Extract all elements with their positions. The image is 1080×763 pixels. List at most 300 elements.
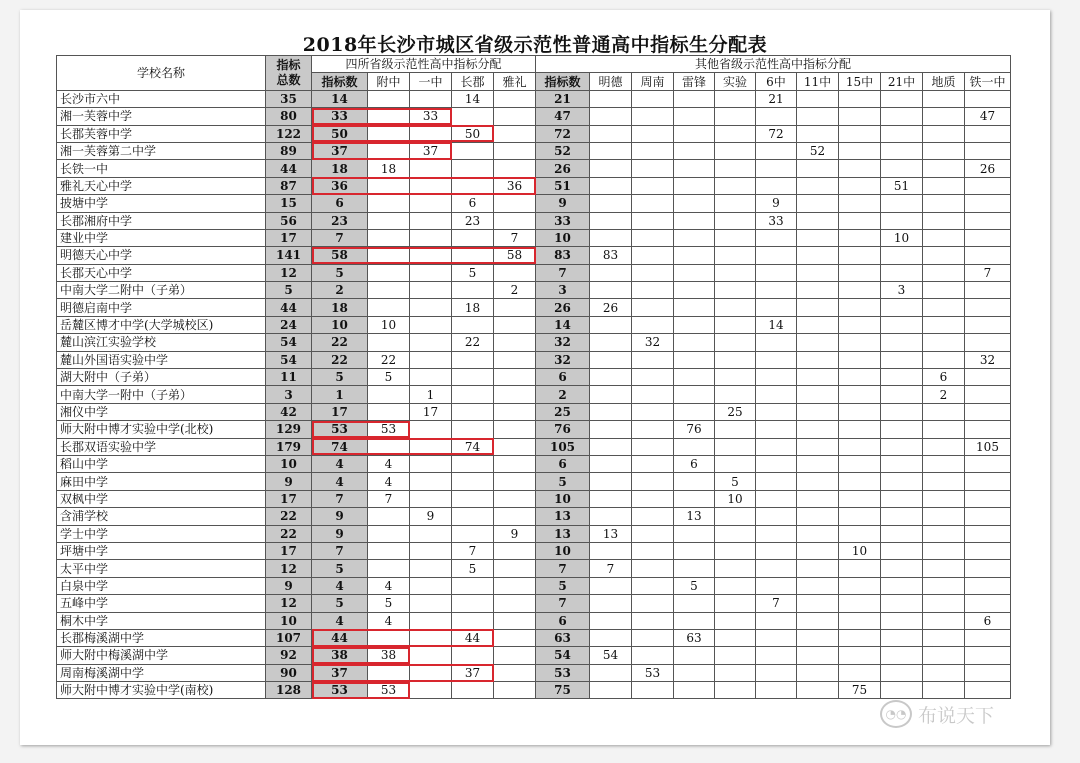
value-cell (715, 455, 756, 472)
value-cell (410, 629, 452, 646)
value-cell: 5 (536, 473, 590, 490)
value-cell: 2 (536, 386, 590, 403)
value-cell: 87 (266, 177, 312, 194)
value-cell (965, 577, 1011, 594)
value-cell (410, 647, 452, 664)
value-cell: 80 (266, 108, 312, 125)
value-cell (410, 195, 452, 212)
value-cell (839, 299, 881, 316)
value-cell (923, 160, 965, 177)
value-cell (590, 177, 632, 194)
school-name-cell: 披塘中学 (57, 195, 266, 212)
value-cell: 22 (312, 334, 368, 351)
value-cell: 4 (368, 455, 410, 472)
value-cell: 7 (965, 264, 1011, 281)
table-row (57, 525, 1011, 542)
value-cell (410, 212, 452, 229)
value-cell: 92 (266, 647, 312, 664)
header-other-col-7: 15中 (839, 73, 881, 90)
value-cell (674, 108, 715, 125)
value-cell: 44 (452, 629, 494, 646)
value-cell (494, 316, 536, 333)
value-cell (494, 664, 536, 681)
value-cell (368, 125, 410, 142)
value-cell (715, 525, 756, 542)
value-cell (410, 421, 452, 438)
value-cell: 14 (312, 90, 368, 107)
school-name-cell: 长郡天心中学 (57, 264, 266, 281)
value-cell (494, 438, 536, 455)
value-cell (923, 542, 965, 559)
value-cell (923, 229, 965, 246)
value-cell (881, 351, 923, 368)
value-cell: 5 (312, 264, 368, 281)
header-other-col-3: 雷锋 (674, 73, 715, 90)
header-row-1 (57, 56, 1011, 73)
value-cell: 5 (368, 369, 410, 386)
value-cell: 14 (452, 90, 494, 107)
value-cell: 5 (452, 560, 494, 577)
value-cell (368, 177, 410, 194)
value-cell (632, 612, 674, 629)
value-cell (839, 316, 881, 333)
value-cell (881, 125, 923, 142)
value-cell (965, 525, 1011, 542)
value-cell (881, 334, 923, 351)
value-cell (410, 525, 452, 542)
value-cell: 6 (923, 369, 965, 386)
value-cell (410, 351, 452, 368)
value-cell (368, 212, 410, 229)
school-name-cell: 长沙市六中 (57, 90, 266, 107)
value-cell (881, 386, 923, 403)
school-name-cell: 麓山滨江实验学校 (57, 334, 266, 351)
table-row (57, 369, 1011, 386)
value-cell (797, 108, 839, 125)
value-cell (756, 351, 797, 368)
value-cell (797, 525, 839, 542)
value-cell: 47 (536, 108, 590, 125)
value-cell (881, 90, 923, 107)
value-cell (756, 142, 797, 159)
value-cell (923, 212, 965, 229)
value-cell (632, 90, 674, 107)
value-cell (494, 629, 536, 646)
school-name-cell: 湖大附中（子弟） (57, 369, 266, 386)
value-cell: 21 (536, 90, 590, 107)
value-cell: 179 (266, 438, 312, 455)
value-cell: 54 (266, 351, 312, 368)
watermark-text: 布说天下 (918, 704, 995, 727)
value-cell (590, 142, 632, 159)
value-cell (839, 108, 881, 125)
table-row (57, 577, 1011, 594)
value-cell: 22 (312, 351, 368, 368)
value-cell (590, 629, 632, 646)
value-cell (923, 421, 965, 438)
value-cell: 4 (368, 473, 410, 490)
table-row (57, 542, 1011, 559)
school-name-cell: 湘一芙蓉中学 (57, 108, 266, 125)
school-name-cell: 建业中学 (57, 229, 266, 246)
school-name-cell: 双枫中学 (57, 490, 266, 507)
value-cell: 13 (590, 525, 632, 542)
value-cell: 83 (590, 247, 632, 264)
value-cell (881, 595, 923, 612)
value-cell: 5 (368, 595, 410, 612)
value-cell: 74 (312, 438, 368, 455)
header-other-col-9: 地质 (923, 73, 965, 90)
value-cell (797, 229, 839, 246)
value-cell (881, 316, 923, 333)
table-row (57, 195, 1011, 212)
value-cell (797, 160, 839, 177)
value-cell (674, 212, 715, 229)
value-cell (756, 438, 797, 455)
value-cell: 36 (312, 177, 368, 194)
value-cell: 3 (266, 386, 312, 403)
header-other-col-8: 21中 (881, 73, 923, 90)
value-cell (839, 455, 881, 472)
value-cell (881, 664, 923, 681)
value-cell (715, 125, 756, 142)
value-cell (410, 560, 452, 577)
table-row (57, 421, 1011, 438)
value-cell: 17 (410, 403, 452, 420)
value-cell: 9 (494, 525, 536, 542)
value-cell (410, 90, 452, 107)
value-cell (839, 334, 881, 351)
value-cell (756, 664, 797, 681)
value-cell (797, 508, 839, 525)
value-cell: 6 (536, 612, 590, 629)
table-row (57, 664, 1011, 681)
value-cell: 2 (923, 386, 965, 403)
value-cell (923, 438, 965, 455)
value-cell (965, 142, 1011, 159)
value-cell (452, 247, 494, 264)
value-cell (590, 351, 632, 368)
value-cell (674, 351, 715, 368)
value-cell (410, 334, 452, 351)
value-cell (632, 473, 674, 490)
table-row (57, 403, 1011, 420)
value-cell (881, 508, 923, 525)
value-cell (590, 334, 632, 351)
value-cell (632, 595, 674, 612)
value-cell (881, 542, 923, 559)
value-cell (494, 299, 536, 316)
value-cell (881, 403, 923, 420)
value-cell: 7 (536, 595, 590, 612)
value-cell (839, 595, 881, 612)
value-cell (965, 247, 1011, 264)
value-cell (715, 647, 756, 664)
value-cell (965, 490, 1011, 507)
value-cell: 9 (266, 473, 312, 490)
value-cell (715, 299, 756, 316)
value-cell (590, 229, 632, 246)
value-cell (410, 490, 452, 507)
value-cell: 53 (312, 682, 368, 699)
value-cell (368, 90, 410, 107)
value-cell (756, 508, 797, 525)
value-cell: 75 (839, 682, 881, 699)
school-name-cell: 五峰中学 (57, 595, 266, 612)
value-cell (797, 264, 839, 281)
table-row (57, 212, 1011, 229)
value-cell (965, 508, 1011, 525)
value-cell (590, 108, 632, 125)
school-name-cell: 白泉中学 (57, 577, 266, 594)
value-cell (368, 299, 410, 316)
school-name-cell: 太平中学 (57, 560, 266, 577)
value-cell (839, 229, 881, 246)
school-name-cell: 学士中学 (57, 525, 266, 542)
value-cell (839, 282, 881, 299)
value-cell (452, 473, 494, 490)
value-cell (715, 108, 756, 125)
value-cell (839, 351, 881, 368)
table-body (57, 90, 1011, 699)
value-cell (494, 455, 536, 472)
value-cell (756, 264, 797, 281)
value-cell (965, 282, 1011, 299)
value-cell (494, 473, 536, 490)
value-cell (632, 142, 674, 159)
value-cell: 10 (536, 490, 590, 507)
value-cell: 128 (266, 682, 312, 699)
value-cell (368, 525, 410, 542)
value-cell (368, 438, 410, 455)
value-cell: 9 (536, 195, 590, 212)
value-cell (674, 438, 715, 455)
value-cell: 10 (266, 455, 312, 472)
value-cell (368, 108, 410, 125)
value-cell: 7 (536, 560, 590, 577)
value-cell (674, 316, 715, 333)
value-cell (590, 160, 632, 177)
value-cell: 25 (536, 403, 590, 420)
value-cell (756, 177, 797, 194)
school-name-cell: 周南梅溪湖中学 (57, 664, 266, 681)
value-cell (410, 682, 452, 699)
value-cell (632, 247, 674, 264)
value-cell (410, 264, 452, 281)
value-cell: 58 (312, 247, 368, 264)
value-cell (368, 386, 410, 403)
value-cell: 32 (536, 334, 590, 351)
value-cell (494, 647, 536, 664)
value-cell (965, 195, 1011, 212)
table-row (57, 682, 1011, 699)
value-cell (410, 612, 452, 629)
table-row (57, 299, 1011, 316)
value-cell: 5 (312, 369, 368, 386)
value-cell (923, 664, 965, 681)
value-cell: 17 (266, 229, 312, 246)
value-cell (715, 508, 756, 525)
value-cell: 18 (368, 160, 410, 177)
value-cell (923, 316, 965, 333)
value-cell (756, 247, 797, 264)
value-cell (839, 142, 881, 159)
value-cell (590, 369, 632, 386)
table-header (57, 56, 1011, 91)
school-name-cell: 长郡湘府中学 (57, 212, 266, 229)
value-cell (797, 612, 839, 629)
value-cell (839, 247, 881, 264)
value-cell (590, 264, 632, 281)
value-cell (756, 229, 797, 246)
value-cell (632, 351, 674, 368)
value-cell: 2 (312, 282, 368, 299)
value-cell (494, 386, 536, 403)
value-cell (590, 508, 632, 525)
value-cell (923, 612, 965, 629)
school-name-cell: 长郡梅溪湖中学 (57, 629, 266, 646)
value-cell: 44 (312, 629, 368, 646)
value-cell: 26 (590, 299, 632, 316)
value-cell (756, 490, 797, 507)
value-cell (839, 612, 881, 629)
value-cell (881, 647, 923, 664)
value-cell: 7 (590, 560, 632, 577)
value-cell: 4 (312, 577, 368, 594)
value-cell: 4 (368, 577, 410, 594)
school-name-cell: 中南大学二附中（子弟） (57, 282, 266, 299)
value-cell (715, 282, 756, 299)
value-cell: 38 (312, 647, 368, 664)
school-name-cell: 雅礼天心中学 (57, 177, 266, 194)
value-cell (590, 542, 632, 559)
value-cell (494, 508, 536, 525)
value-cell: 14 (756, 316, 797, 333)
value-cell: 6 (312, 195, 368, 212)
value-cell (965, 299, 1011, 316)
value-cell (368, 142, 410, 159)
value-cell (590, 282, 632, 299)
value-cell (923, 90, 965, 107)
value-cell: 32 (632, 334, 674, 351)
value-cell: 15 (266, 195, 312, 212)
value-cell (839, 195, 881, 212)
value-cell (839, 577, 881, 594)
page-title: 2018年长沙市城区省级示范性普通高中指标生分配表 (302, 34, 768, 56)
value-cell (881, 264, 923, 281)
school-name-cell: 麓山外国语实验中学 (57, 351, 266, 368)
value-cell (494, 264, 536, 281)
value-cell (590, 473, 632, 490)
value-cell (674, 595, 715, 612)
value-cell (797, 438, 839, 455)
value-cell (923, 247, 965, 264)
value-cell: 4 (368, 612, 410, 629)
value-cell (410, 438, 452, 455)
value-cell (881, 212, 923, 229)
table-row (57, 177, 1011, 194)
value-cell (797, 490, 839, 507)
value-cell (632, 386, 674, 403)
value-cell: 7 (756, 595, 797, 612)
value-cell: 22 (266, 525, 312, 542)
value-cell (923, 142, 965, 159)
value-cell: 38 (368, 647, 410, 664)
value-cell (923, 560, 965, 577)
value-cell (452, 455, 494, 472)
value-cell (923, 282, 965, 299)
value-cell: 4 (312, 612, 368, 629)
value-cell (368, 664, 410, 681)
value-cell (632, 438, 674, 455)
table-row (57, 612, 1011, 629)
value-cell: 5 (312, 595, 368, 612)
value-cell (756, 612, 797, 629)
value-cell: 32 (536, 351, 590, 368)
value-cell (452, 421, 494, 438)
value-cell (797, 473, 839, 490)
table-row (57, 629, 1011, 646)
value-cell: 26 (536, 160, 590, 177)
value-cell: 72 (756, 125, 797, 142)
value-cell (797, 682, 839, 699)
value-cell (452, 160, 494, 177)
value-cell (965, 386, 1011, 403)
value-cell (756, 525, 797, 542)
value-cell (797, 455, 839, 472)
value-cell (368, 560, 410, 577)
document-sheet (20, 10, 1050, 745)
value-cell (632, 455, 674, 472)
value-cell (674, 560, 715, 577)
value-cell (368, 334, 410, 351)
value-cell (839, 369, 881, 386)
value-cell: 53 (536, 664, 590, 681)
value-cell (590, 612, 632, 629)
value-cell (715, 351, 756, 368)
value-cell: 53 (368, 682, 410, 699)
value-cell: 5 (674, 577, 715, 594)
value-cell (923, 647, 965, 664)
value-cell (632, 299, 674, 316)
value-cell (839, 525, 881, 542)
value-cell (452, 612, 494, 629)
value-cell (590, 438, 632, 455)
value-cell (965, 647, 1011, 664)
value-cell (881, 612, 923, 629)
value-cell (715, 90, 756, 107)
value-cell: 2 (494, 282, 536, 299)
value-cell (674, 664, 715, 681)
value-cell (494, 142, 536, 159)
value-cell: 6 (674, 455, 715, 472)
value-cell: 33 (536, 212, 590, 229)
value-cell (452, 177, 494, 194)
value-cell: 35 (266, 90, 312, 107)
school-name-cell: 长郡双语实验中学 (57, 438, 266, 455)
value-cell (494, 160, 536, 177)
value-cell (881, 299, 923, 316)
value-cell: 10 (839, 542, 881, 559)
value-cell: 3 (536, 282, 590, 299)
value-cell (632, 264, 674, 281)
value-cell (881, 108, 923, 125)
value-cell (756, 334, 797, 351)
value-cell (674, 403, 715, 420)
value-cell: 37 (312, 142, 368, 159)
value-cell (590, 316, 632, 333)
value-cell (756, 108, 797, 125)
